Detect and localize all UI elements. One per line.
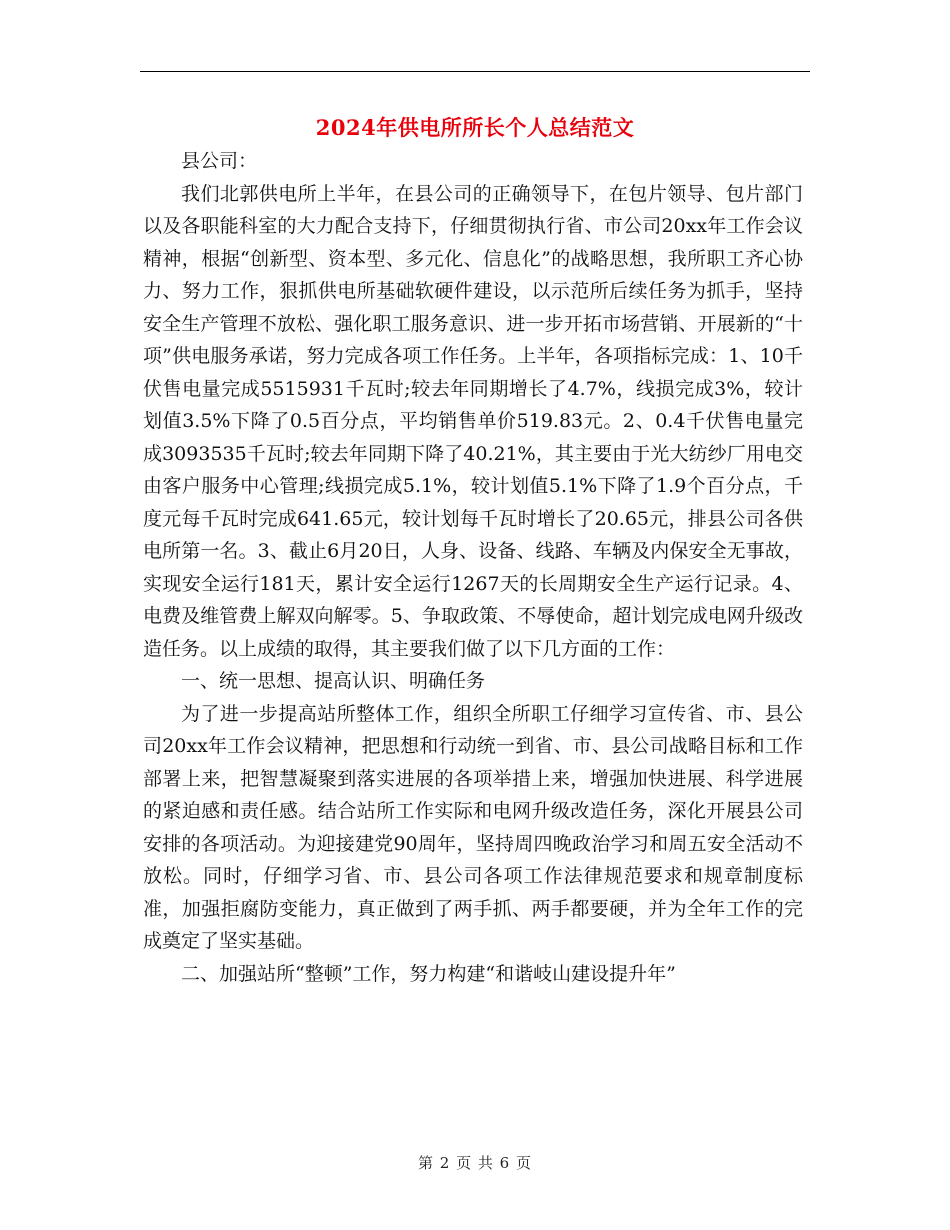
header-rule (140, 71, 810, 72)
section-heading-1: 一、统一思想、提高认识、明确任务 (181, 670, 486, 692)
document-body (143, 145, 803, 990)
salutation: 县公司： (181, 150, 258, 172)
document-title: 2024年供电所所长个人总结范文 (315, 115, 635, 140)
paragraph-intro: 我们北郭供电所上半年，在县公司的正确领导下，在包片领导、包片部门以及各职能科室的大力配合支持下，仔细贯彻执行省、市公司20xx年工作会议精神，根据“创新型、资本型、多元化、信息化”的战略思想，我所职工齐心协力、努力工作，狠抓供电所基础软硬件建设，以示范所后续任务为抓手，坚持安全生产管理不放松、强化职工服务意识、进一步开拓市场营销、开展新的“十项”供电服务承诺，努力完成各项工作任务。上半年，各项指标完成：1、10千伏售电量完成5515931千瓦时;较去年同期增长了4.7%，线损完成3%，较计划值3.5%下降了0.5百分点，平均销售单价519.83元。2、0.4千伏售电量完成3093535千瓦时;较去年同期下降了40.21%，其主要由于光大纺纱厂用电交由客户服务中心管理;线损完成5.1%，较计划值5.1%下降了1.9个百分点，千度元每千瓦时完成641.65元，较计划每千瓦时增长了20.65元，排县公司各供电所第一名。3、截止6月20日，人身、设备、线路、车辆及内保安全无事故，实现安全运行181天，累计安全运行1267天的长周期安全生产运行记录。4、电费及维管费上解双向解零。5、争取政策、不辱使命，超计划完成电网升级改造任务。以上成绩的取得，其主要我们做了以下几方面的工作： (143, 182, 803, 660)
paragraph-section-1: 为了进一步提高站所整体工作，组织全所职工仔细学习宣传省、市、县公司20xx年工作会议精神，把思想和行动统一到省、市、县公司战略目标和工作部署上来，把智慧凝聚到落实进展的各项举措上来，增强加快进展、科学进展的紧迫感和责任感。结合站所工作实际和电网升级改造任务，深化开展县公司安排的各项活动。为迎接建党90周年，坚持周四晚政治学习和周五安全活动不放松。同时，仔细学习省、市、县公司各项工作法律规范要求和规章制度标准，加强拒腐防变能力，真正做到了两手抓、两手都要硬，并为全年工作的完成奠定了坚实基础。 (143, 702, 803, 952)
page-number: 第 2 页 共 6 页 (418, 1154, 532, 1172)
section-heading-2: 二、加强站所“整顿”工作，努力构建“和谐岐山建设提升年” (181, 962, 676, 985)
